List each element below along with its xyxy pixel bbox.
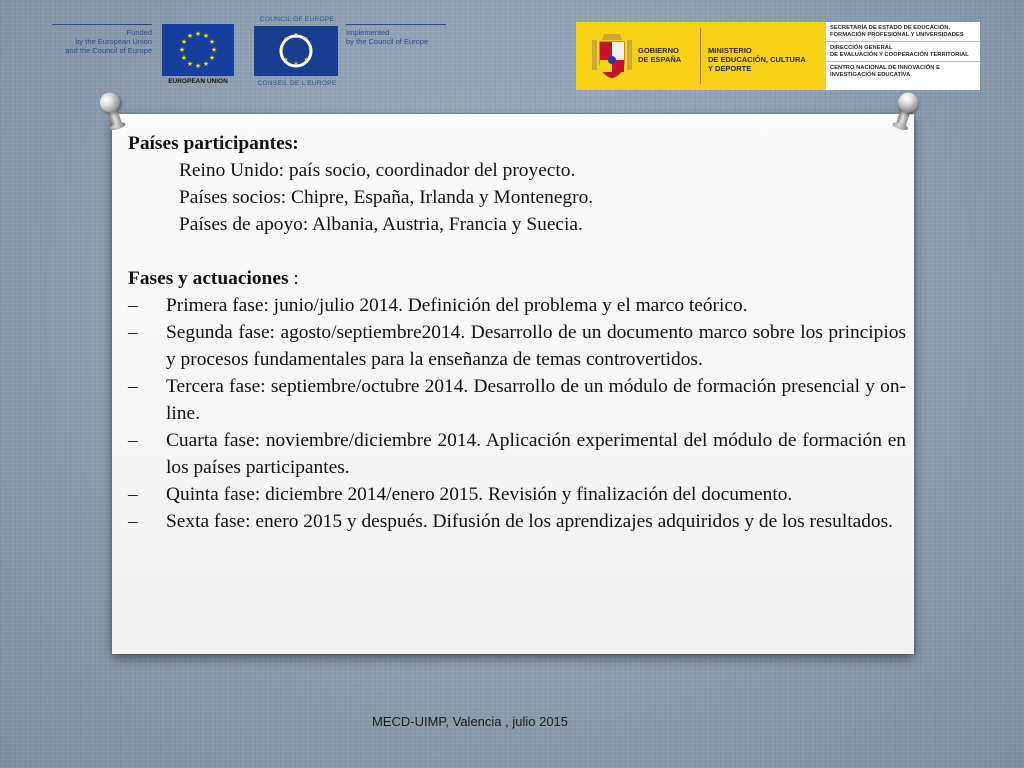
secretaria-line: FORMACIÓN PROFESIONAL Y UNIVERSIDADES [830,32,964,38]
dash-bullet: – [128,484,138,505]
gobierno-line: GOBIERNO [638,46,679,55]
eu-coe-logo-banner [50,14,450,90]
svg-text:★: ★ [279,46,285,52]
funded-by-text [50,28,152,55]
dash-bullet: – [128,430,138,451]
svg-text:★: ★ [208,54,216,62]
centro-block [826,62,980,81]
slide-footer: MECD-UIMP, Valencia , julio 2015 [371,714,569,729]
ministerio-line: DE EDUCACIÓN, CULTURA [708,55,806,64]
svg-text:★: ★ [202,32,210,40]
participants-heading: Países participantes: [128,133,299,154]
svg-text:★: ★ [202,60,210,68]
pushpin-left-icon [94,89,131,135]
implemented-line: Implemented [346,28,390,37]
coe-label-fr: CONSEIL DE L'EUROPE [257,80,337,87]
secretaria-line: SECRETARÍA DE ESTADO DE EDUCACIÓN, [830,25,951,31]
funded-line: Funded [126,28,152,37]
svg-text:★: ★ [186,60,194,68]
phase-item [128,373,906,427]
phases-heading-row [128,265,906,292]
participant-line: Países socios: Chipre, España, Irlanda y Montenegro. [179,187,594,208]
ministerio-text [708,46,824,73]
phase-text: Primera fase: junio/julio 2014. Definición del problema y el marco teórico. [166,295,748,316]
svg-text:★: ★ [186,32,194,40]
svg-text:★: ★ [180,38,188,46]
funded-line: by the European Union [75,37,152,46]
svg-text:★: ★ [283,36,289,42]
svg-text:★: ★ [303,36,309,42]
slide-body [128,130,906,535]
dash-bullet: – [128,322,138,343]
direccion-line: DE EVALUACIÓN Y COOPERACIÓN TERRITORIAL [830,52,969,58]
ministerio-line: MINISTERIO [708,46,752,55]
pushpin-right-icon [886,89,923,135]
ministerio-line: Y DEPORTE [708,64,752,73]
spanish-ministry-logo-banner [576,22,980,90]
phase-item [128,508,906,535]
svg-text:★: ★ [180,54,188,62]
funded-divider [52,24,152,25]
svg-text:★: ★ [194,62,202,70]
council-of-europe-logo-icon [254,26,338,76]
svg-text:★: ★ [178,46,186,54]
phase-item [128,292,906,319]
svg-text:★: ★ [303,57,309,63]
direccion-block [826,42,980,62]
ministry-divider [700,28,701,84]
implemented-divider [346,24,446,25]
eu-flag-icon [162,24,234,76]
implemented-line: by the Council of Europe [346,37,429,46]
phase-text: Tercera fase: septiembre/octubre 2014. Desarrollo de un módulo de formación presencial y on-line. [166,376,906,424]
spain-coat-of-arms-icon [590,30,634,82]
dash-bullet: – [128,295,138,316]
gobierno-line: DE ESPAÑA [638,55,682,64]
phase-item [128,481,906,508]
svg-text:★: ★ [307,46,313,52]
svg-text:★: ★ [293,32,299,38]
phases-heading: Fases y actuaciones [128,268,289,289]
dash-bullet: – [128,511,138,532]
svg-text:★: ★ [208,38,216,46]
phase-text: Cuarta fase: noviembre/diciembre 2014. Aplicación experimental del módulo de formación en los países participantes. [166,430,906,478]
section-spacer [128,238,906,265]
phase-text: Sexta fase: enero 2015 y después. Difusión de los aprendizajes adquiridos y de los resultados. [166,511,893,532]
phase-item [128,319,906,373]
phase-item [128,427,906,481]
phase-text: Quinta fase: diciembre 2014/enero 2015. Revisión y finalización del documento. [166,484,793,505]
phase-text: Segunda fase: agosto/septiembre2014. Desarrollo de un documento marco sobre los principios y procesos fundamentales para la enseñanza de temas controvertidos. [166,322,906,370]
svg-text:★: ★ [210,46,218,54]
participant-line: Países de apoyo: Albania, Austria, Francia y Suecia. [179,214,583,235]
svg-text:★: ★ [194,30,202,38]
dash-bullet: – [128,376,138,397]
phases-list [128,292,906,535]
secretaria-block [826,22,980,42]
phases-heading-colon: : [288,268,299,289]
svg-text:★: ★ [293,61,299,67]
secretaria-panel [826,22,980,90]
centro-line: INVESTIGACIÓN EDUCATIVA [830,72,911,78]
funded-line: and the Council of Europe [65,46,152,55]
centro-line: CENTRO NACIONAL DE INNOVACIÓN E [830,65,940,71]
svg-text:★: ★ [283,57,289,63]
participant-line: Reino Unido: país socio, coordinador del proyecto. [179,160,576,181]
implemented-by-text [346,28,456,46]
coe-label-en: COUNCIL OF EUROPE [259,16,335,23]
direccion-line: DIRECCIÓN GENERAL [830,45,893,51]
eu-label: EUROPEAN UNION [168,78,228,85]
gobierno-de-espana-text [638,46,696,64]
